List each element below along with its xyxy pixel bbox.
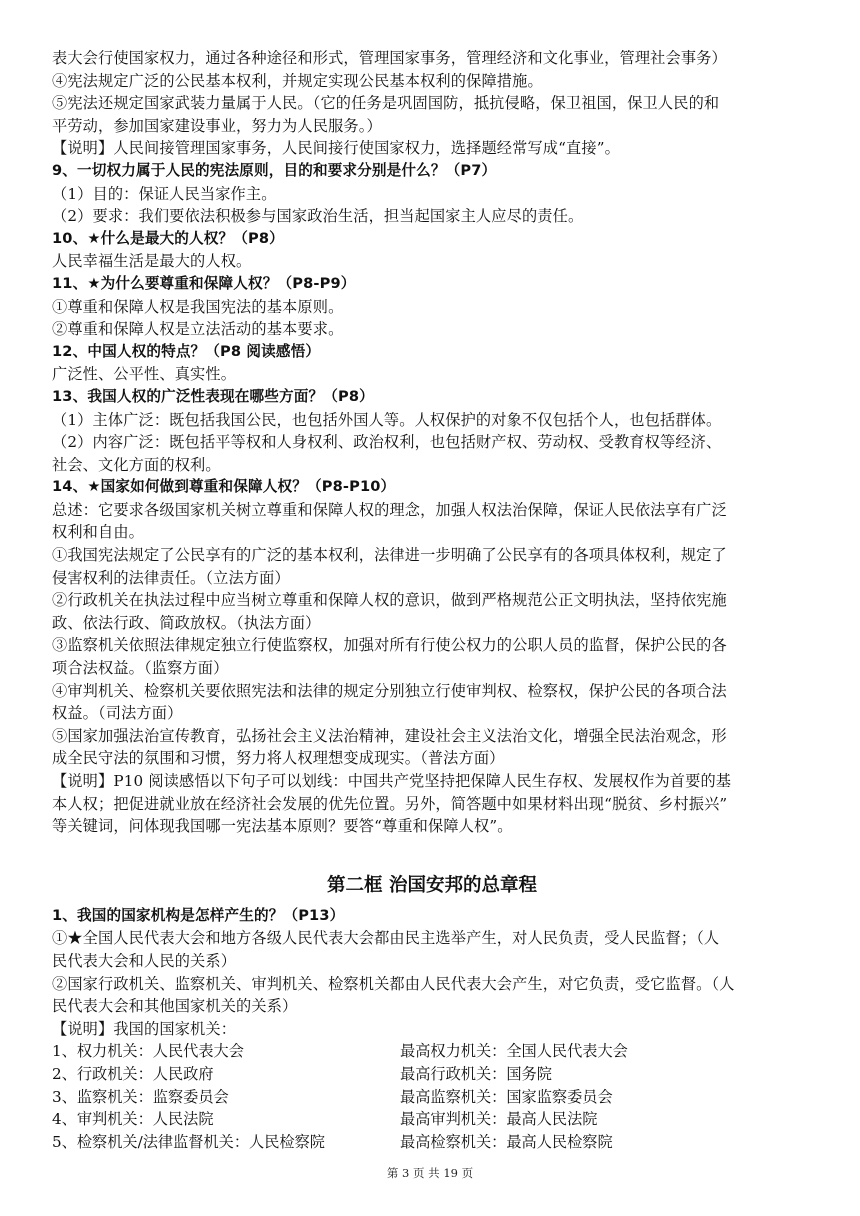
- text-line: 权益。（司法方面）: [52, 704, 183, 723]
- text-line: 权利和自由。: [52, 523, 145, 542]
- text-line: （1）主体广泛：既包括我国公民，也包括外国人等。人权保护的对象不仅包括个人，也包括群体。: [52, 410, 722, 429]
- organ-local: 3、监察机关：监察委员会: [52, 1087, 229, 1106]
- organ-highest: 最高行政机关：国务院: [400, 1064, 552, 1083]
- section2-question-1-title: 1、我国的国家机构是怎样产生的？（P13）: [52, 906, 345, 924]
- text-line: 侵害权利的法律责任。（立法方面）: [52, 568, 290, 587]
- organ-highest: 最高审判机关：最高人民法院: [400, 1110, 598, 1129]
- note-line: 等关键词，问体现我国哪一宪法基本原则？要答“尊重和保障人权”。: [52, 817, 513, 836]
- organ-row: [52, 1108, 812, 1131]
- question-9-title: 9、一切权力属于人民的宪法原则，目的和要求分别是什么？（P7）: [52, 161, 497, 179]
- text-line: ④审判机关、检察机关要依照宪法和法律的规定分别独立行使审判权、检察权，保护公民的各项合法: [52, 681, 727, 700]
- organ-row: [52, 1086, 812, 1109]
- organ-local: 5、检察机关/法律监督机关：人民检察院: [52, 1132, 325, 1151]
- text-line: 表大会行使国家权力，通过各种途径和形式，管理国家事务，管理经济和文化事业，管理社会事务）: [52, 49, 727, 67]
- text-line: ①★全国人民代表大会和地方各级人民代表大会都由民主选举产生，对人民负责，受人民监督；（人: [52, 929, 720, 948]
- organ-highest: 最高权力机关：全国人民代表大会: [400, 1042, 628, 1061]
- organ-local: 2、行政机关：人民政府: [52, 1064, 214, 1083]
- text-line: ③监察机关依照法律规定独立行使监察权，加强对所有行使公权力的公职人员的监督，保护公民的各: [52, 636, 727, 655]
- text-line: （2）要求：我们要依法积极参与国家政治生活，担当起国家主人应尽的责任。: [52, 207, 584, 226]
- text-line: 总述：它要求各级国家机关树立尊重和保障人权的理念，加强人权法治保障，保证人民依法享有广泛: [52, 500, 727, 519]
- text-line: （2）内容广泛：既包括平等权和人身权利、政治权利，也包括财产权、劳动权、受教育权等经济、: [52, 433, 722, 452]
- text-line: 平劳动，参加国家建设事业，努力为人民服务。）: [52, 116, 382, 135]
- page-number-footer: 第 3 页 共 19 页: [386, 1166, 474, 1180]
- organ-local: 4、审判机关：人民法院: [52, 1110, 214, 1129]
- organ-row: [52, 1131, 812, 1154]
- text-line: 政、依法行政、简政放权。（执法方面）: [52, 613, 321, 632]
- section-spacer: [52, 838, 812, 871]
- organ-local: 1、权力机关：人民代表大会: [52, 1042, 244, 1061]
- text-line: 民代表大会和其他国家机关的关系）: [52, 997, 298, 1016]
- text-line: （1）目的：保证人民当家作主。: [52, 184, 277, 203]
- organ-highest: 最高检察机关：最高人民检察院: [400, 1132, 613, 1151]
- text-line: 广泛性、公平性、真实性。: [52, 365, 237, 384]
- text-line: ①尊重和保障人权是我国宪法的基本原则。: [52, 297, 344, 316]
- text-line: ②行政机关在执法过程中应当树立尊重和保障人权的意识，做到严格规范公正文明执法，坚持依宪施: [52, 591, 727, 610]
- question-10-title: 10、★什么是最大的人权？（P8）: [52, 229, 284, 247]
- note-line: 【说明】人民间接管理国家事务，人民间接行使国家权力，选择题经常写成“直接”。: [52, 139, 620, 158]
- note-line: 【说明】P10 阅读感悟以下句子可以划线：中国共产党坚持把保障人民生存权、发展权作为首要的基: [52, 772, 732, 790]
- text-line: 社会、文化方面的权利。: [52, 455, 221, 474]
- organ-row: [52, 1063, 812, 1086]
- organ-highest: 最高监察机关：国家监察委员会: [400, 1087, 613, 1106]
- organ-row: [52, 1040, 812, 1063]
- text-line: 成全民守法的氛围和习惯，努力将人权理想变成现实。（普法方面）: [52, 749, 505, 768]
- text-line: ⑤国家加强法治宣传教育，弘扬社会主义法治精神，建设社会主义法治文化，增强全民法治观念，形: [52, 726, 727, 745]
- note-line: 【说明】我国的国家机关：: [52, 1019, 237, 1038]
- text-line: ⑤宪法还规定国家武装力量属于人民。（它的任务是巩固国防，抵抗侵略，保卫祖国，保卫人民的和: [52, 94, 720, 113]
- text-line: 民代表大会和人民的关系）: [52, 951, 237, 970]
- text-line: ①我国宪法规定了公民享有的广泛的基本权利，法律进一步明确了公民享有的各项具体权利，规定了: [52, 546, 727, 565]
- question-11-title: 11、★为什么要尊重和保障人权？（P8-P9）: [52, 274, 356, 292]
- text-line: ②尊重和保障人权是立法活动的基本要求。: [52, 320, 344, 339]
- section-title: 第二框 治国安邦的总章程: [327, 874, 537, 896]
- question-12-title: 12、中国人权的特点？（P8 阅读感悟）: [52, 342, 321, 360]
- question-13-title: 13、我国人权的广泛性表现在哪些方面？（P8）: [52, 387, 374, 405]
- text-line: 项合法权益。（监察方面）: [52, 659, 229, 678]
- note-line: 本人权；把促进就业放在经济社会发展的优先位置。另外，简答题中如果材料出现“脱贫、乡村振兴”: [52, 794, 728, 813]
- text-line: ④宪法规定广泛的公民基本权利，并规定实现公民基本权利的保障措施。: [52, 71, 543, 90]
- text-line: 人民幸福生活是最大的人权。: [52, 252, 252, 271]
- document-page: [52, 47, 812, 1153]
- text-line: ②国家行政机关、监察机关、审判机关、检察机关都由人民代表大会产生，对它负责，受它监督。（人: [52, 974, 735, 993]
- question-14-title: 14、★国家如何做到尊重和保障人权？（P8-P10）: [52, 478, 396, 496]
